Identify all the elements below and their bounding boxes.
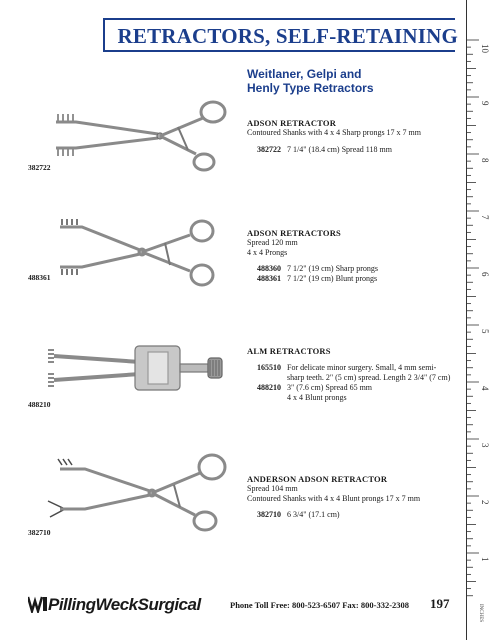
inch-ruler xyxy=(466,0,495,640)
adson-retractor-488361-image xyxy=(40,205,240,290)
catalog-line xyxy=(257,264,378,274)
anderson-adson-retractor-382710-image xyxy=(40,445,240,535)
catalog-number: 488360 xyxy=(257,264,281,273)
ruler-label: 10 xyxy=(480,44,490,53)
item-image-label: 382710 xyxy=(28,528,51,537)
item-desc-line: 4 x 4 Prongs xyxy=(247,248,288,257)
item-desc-line: Spread 104 mm xyxy=(247,484,298,493)
page-number: 197 xyxy=(430,596,450,611)
item-title: ALM RETRACTORS xyxy=(247,346,331,356)
header-bottom-rule xyxy=(103,50,455,52)
catalog-text: 7 1/2" (19 cm) Blunt prongs xyxy=(287,274,378,283)
ruler-label: 1 xyxy=(480,557,490,562)
catalog-text: 6 3/4" (17.1 cm) xyxy=(287,510,340,519)
ruler-label: 3 xyxy=(480,443,490,448)
ruler-unit-label: INCHES xyxy=(478,604,483,623)
catalog-line xyxy=(257,363,436,373)
section-heading-line-2: Henly Type Retractors xyxy=(247,81,374,95)
catalog-line xyxy=(257,383,372,393)
catalog-number: 488361 xyxy=(257,274,281,283)
catalog-number: 165510 xyxy=(257,363,281,372)
ruler-label: 8 xyxy=(480,158,490,163)
footer-phone-fax: Phone Toll Free: 800-523-6507 Fax: 800-332-2308 xyxy=(230,600,410,610)
section-heading xyxy=(247,67,374,95)
item-desc-line: Spread 120 mm xyxy=(247,238,298,247)
catalog-number: 382722 xyxy=(257,145,281,154)
item-title: ADSON RETRACTORS xyxy=(247,228,341,238)
item-image-label: 488210 xyxy=(28,400,51,409)
footer-brand: PillingWeckSurgical xyxy=(48,595,201,614)
ruler-label: 4 xyxy=(480,386,490,391)
header-vertical-rule xyxy=(103,18,105,52)
catalog-line-continued: 4 x 4 Blunt prongs xyxy=(287,393,347,402)
header-top-rule xyxy=(103,18,455,20)
ruler-label: 5 xyxy=(480,329,490,334)
alm-retractor-488210-image xyxy=(40,338,240,398)
pilling-weck-logo-icon xyxy=(28,595,48,613)
catalog-line xyxy=(257,510,340,520)
catalog-number: 488210 xyxy=(257,383,281,392)
catalog-text: 7 1/4" (18.4 cm) Spread 118 mm xyxy=(287,145,392,154)
item-desc-line: Contoured Shanks with 4 x 4 Blunt prongs 17 x 7 mm xyxy=(247,494,421,503)
item-image-label: 382722 xyxy=(28,163,51,172)
catalog-text: 3" (7.6 cm) Spread 65 mm xyxy=(287,383,373,392)
catalog-line-continued: sharp teeth. 2" (5 cm) spread. Length 2 3/4" (7 cm) xyxy=(287,373,451,382)
page-title: RETRACTORS, SELF-RETAINING xyxy=(117,24,458,48)
ruler-label: 2 xyxy=(480,500,490,505)
catalog-line xyxy=(257,274,377,284)
catalog-text: For delicate minor surgery. Small, 4 mm semi- xyxy=(287,363,437,372)
catalog-text: 7 1/2" (19 cm) Sharp prongs xyxy=(287,264,379,273)
section-heading-line-1: Weitlaner, Gelpi and xyxy=(247,67,362,81)
item-title: ANDERSON ADSON RETRACTOR xyxy=(247,474,388,484)
item-desc-line: Contoured Shanks with 4 x 4 Sharp prongs 17 x 7 mm xyxy=(247,128,421,137)
item-description xyxy=(247,484,420,504)
ruler-label: 6 xyxy=(480,272,490,277)
catalog-line xyxy=(257,145,392,155)
ruler-label: 7 xyxy=(480,215,490,220)
item-description xyxy=(247,128,421,138)
item-image-label: 488361 xyxy=(28,273,51,282)
ruler-label: 9 xyxy=(480,101,490,106)
item-description xyxy=(247,238,298,258)
adson-retractor-382722-image xyxy=(28,92,238,172)
catalog-number: 382710 xyxy=(257,510,281,519)
item-title: ADSON RETRACTOR xyxy=(247,118,337,128)
